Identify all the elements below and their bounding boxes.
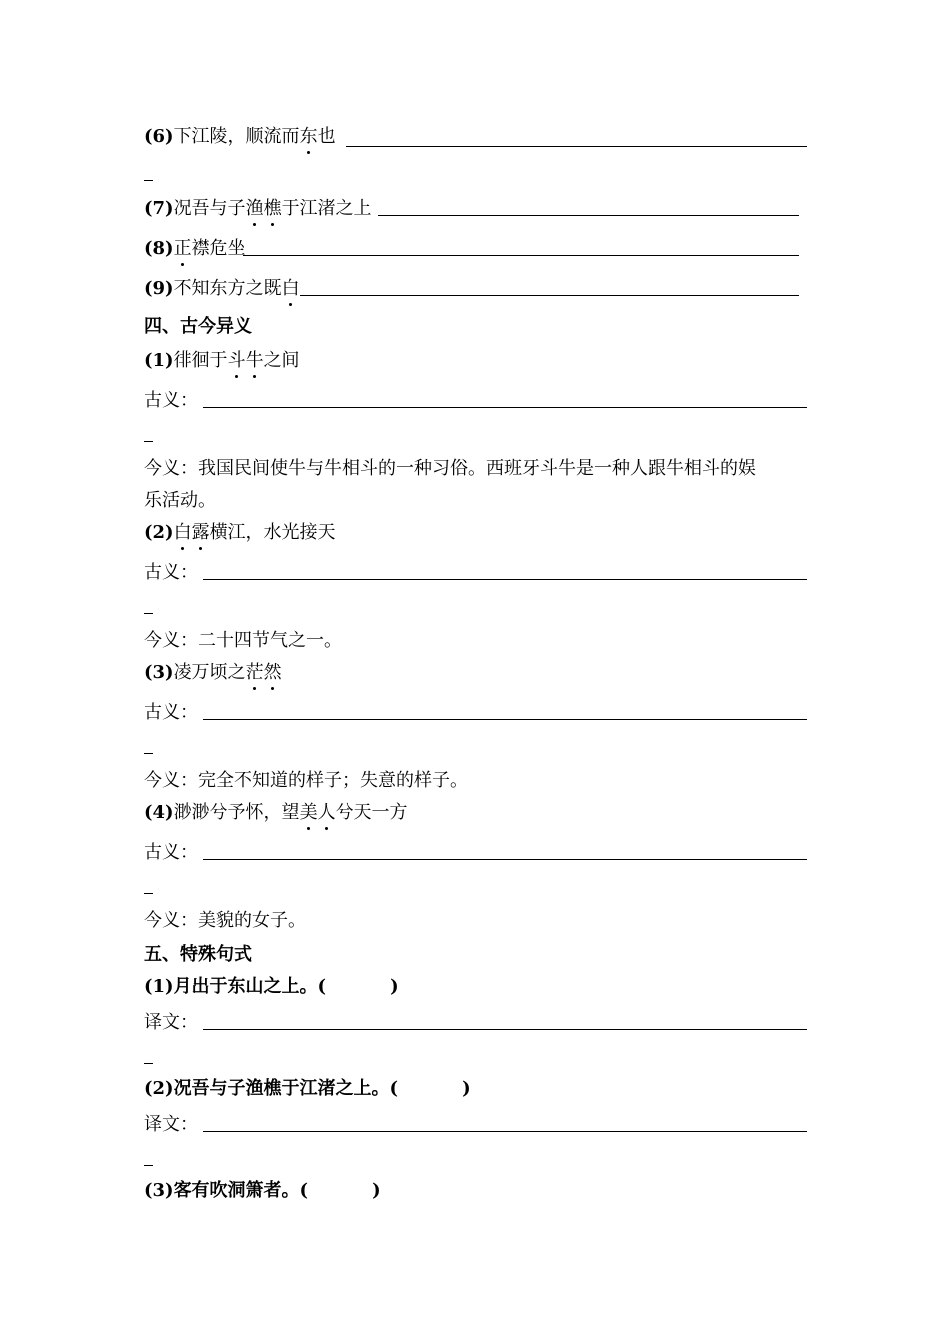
answer-blank-overflow bbox=[144, 753, 153, 754]
answer-blank[interactable] bbox=[243, 255, 799, 256]
item-number: (3) bbox=[144, 662, 174, 683]
item-number: (9) bbox=[144, 278, 174, 299]
dotted-char: 美 bbox=[299, 802, 318, 823]
s4-item-2 bbox=[144, 522, 336, 544]
answer-blank-overflow bbox=[144, 1165, 153, 1166]
dotted-char: 白 bbox=[281, 278, 300, 299]
section-heading-4: 四、古今异义 bbox=[144, 316, 252, 337]
answer-blank[interactable] bbox=[203, 859, 807, 860]
gu-label: 古义： bbox=[144, 562, 198, 583]
s5-item-2 bbox=[144, 1078, 471, 1100]
answer-blank[interactable] bbox=[203, 579, 807, 580]
item-text: 徘徊于 bbox=[173, 350, 228, 371]
item-number: (2) bbox=[144, 1078, 174, 1099]
item-text: 横江，水光接天 bbox=[209, 522, 336, 543]
item-6 bbox=[144, 126, 336, 148]
dotted-char: 然 bbox=[263, 662, 282, 683]
item-text: 于江渚之上 bbox=[281, 198, 372, 219]
answer-blank-overflow bbox=[144, 441, 153, 442]
jin-text-cont: 乐活动。 bbox=[144, 490, 216, 511]
dotted-char: 白 bbox=[173, 522, 192, 543]
item-number: (3) bbox=[144, 1180, 174, 1201]
dotted-char: 人 bbox=[317, 802, 336, 823]
answer-blank-overflow bbox=[144, 613, 153, 614]
answer-blank[interactable] bbox=[378, 215, 799, 216]
close-paren: ) bbox=[390, 976, 399, 997]
close-paren: ) bbox=[372, 1180, 381, 1201]
dotted-char: 露 bbox=[191, 522, 210, 543]
item-text: 客有吹洞箫者。( bbox=[173, 1180, 309, 1201]
jin-label: 今义： bbox=[144, 770, 198, 791]
jin-line bbox=[144, 630, 342, 652]
item-text: 兮天一方 bbox=[335, 802, 408, 823]
answer-blank-overflow bbox=[144, 180, 153, 181]
gu-label: 古义： bbox=[144, 702, 198, 723]
dotted-char: 樵 bbox=[263, 198, 282, 219]
item-number: (6) bbox=[144, 126, 174, 147]
dotted-char: 牛 bbox=[245, 350, 264, 371]
item-number: (8) bbox=[144, 238, 174, 259]
dotted-char: 东 bbox=[299, 126, 318, 147]
dotted-char: 斗 bbox=[227, 350, 246, 371]
item-number: (1) bbox=[144, 350, 174, 371]
s4-item-3 bbox=[144, 662, 282, 684]
item-text: 月出于东山之上。( bbox=[173, 976, 327, 997]
gu-label: 古义： bbox=[144, 390, 198, 411]
dotted-char: 渔 bbox=[245, 198, 264, 219]
answer-blank[interactable] bbox=[346, 146, 807, 147]
dotted-char: 正 bbox=[173, 238, 192, 259]
close-paren: ) bbox=[462, 1078, 471, 1099]
answer-blank[interactable] bbox=[300, 295, 799, 296]
item-number: (2) bbox=[144, 522, 174, 543]
gu-label: 古义： bbox=[144, 842, 198, 863]
item-9 bbox=[144, 278, 300, 300]
item-text: 况吾与子 bbox=[173, 198, 246, 219]
item-text: 之间 bbox=[263, 350, 300, 371]
s4-item-1 bbox=[144, 350, 300, 372]
item-text: 也 bbox=[317, 126, 336, 147]
jin-line bbox=[144, 910, 306, 932]
answer-blank[interactable] bbox=[203, 1029, 807, 1030]
jin-text: 二十四节气之一。 bbox=[198, 630, 342, 651]
jin-text: 完全不知道的样子；失意的样子。 bbox=[198, 770, 468, 791]
yi-label: 译文： bbox=[144, 1114, 198, 1135]
item-number: (1) bbox=[144, 976, 174, 997]
item-text: 不知东方之既 bbox=[173, 278, 282, 299]
answer-blank-overflow bbox=[144, 893, 153, 894]
jin-text: 我国民间使牛与牛相斗的一种习俗。西班牙斗牛是一种人跟牛相斗的娱 bbox=[198, 458, 756, 479]
item-text: 凌万顷之 bbox=[173, 662, 246, 683]
jin-line bbox=[144, 770, 468, 792]
s5-item-3 bbox=[144, 1180, 381, 1202]
item-7 bbox=[144, 198, 372, 220]
answer-blank[interactable] bbox=[203, 407, 807, 408]
dotted-char: 茫 bbox=[245, 662, 264, 683]
item-number: (7) bbox=[144, 198, 174, 219]
item-text: 况吾与子渔樵于江渚之上。( bbox=[173, 1078, 399, 1099]
jin-label: 今义： bbox=[144, 630, 198, 651]
jin-line bbox=[144, 458, 756, 480]
jin-label: 今义： bbox=[144, 458, 198, 479]
item-text: 渺渺兮予怀，望 bbox=[173, 802, 300, 823]
s4-item-4 bbox=[144, 802, 408, 824]
item-text: 下江陵，顺流而 bbox=[173, 126, 300, 147]
answer-blank[interactable] bbox=[203, 1131, 807, 1132]
s5-item-1 bbox=[144, 976, 399, 998]
item-text: 襟危坐 bbox=[191, 238, 246, 259]
answer-blank-overflow bbox=[144, 1063, 153, 1064]
jin-text: 美貌的女子。 bbox=[198, 910, 306, 931]
jin-label: 今义： bbox=[144, 910, 198, 931]
yi-label: 译文： bbox=[144, 1012, 198, 1033]
item-number: (4) bbox=[144, 802, 174, 823]
section-heading-5: 五、特殊句式 bbox=[144, 944, 252, 965]
item-8 bbox=[144, 238, 246, 260]
answer-blank[interactable] bbox=[203, 719, 807, 720]
